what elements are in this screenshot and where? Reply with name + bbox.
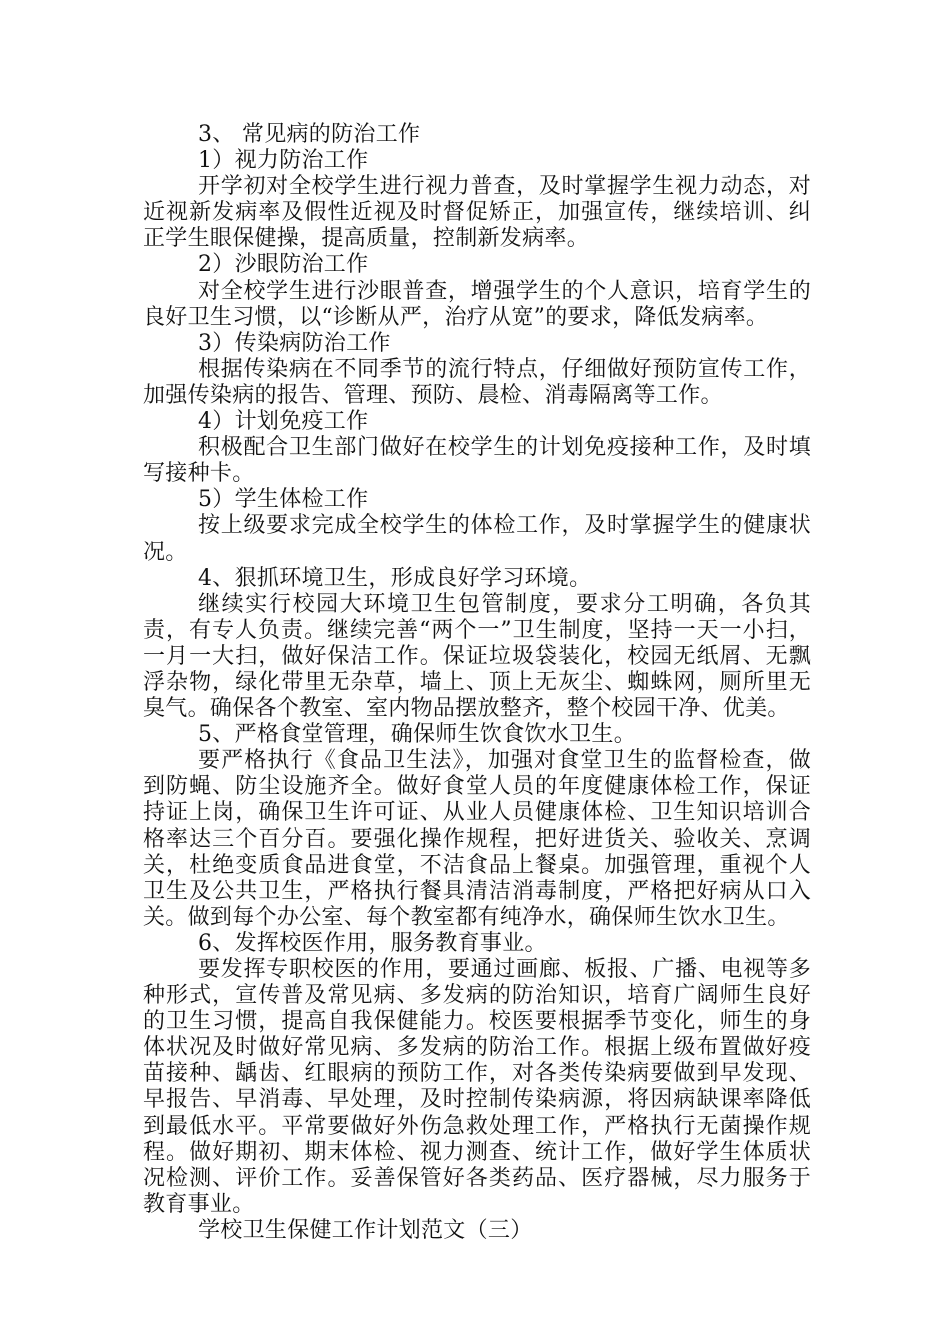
heading-sample-three: 学校卫生保健工作计划范文（三）	[198, 1217, 533, 1243]
paragraph-trachoma: 对全校学生进行沙眼普查，增强学生的个人意识，培育学生的良好卫生习惯，以“诊断从严，治疗从宽”的要求，降低发病率。	[143, 278, 811, 330]
heading-school-doctor: 6、发挥校医作用，服务教育事业。	[198, 930, 547, 956]
heading-environment: 4、狠抓环境卫生，形成良好学习环境。	[198, 565, 592, 591]
paragraph-vision: 开学初对全校学生进行视力普查，及时掌握学生视力动态，对近视新发病率及假性近视及时督促矫正，加强宣传，继续培训、纠正学生眼保健操，提高质量，控制新发病率。	[143, 174, 811, 252]
paragraph-canteen: 要严格执行《食品卫生法》，加强对食堂卫生的监督检查，做到防蝇、防尘设施齐全。做好食堂人员的年度健康体检工作，保证持证上岗，确保卫生许可证、从业人员健康体检、卫生知识培训合格率达三个百分百。要强化操作规程，把好进货关、验收关、烹调关，杜绝变质食品进食堂，不洁食品上餐桌。加强管理，重视个人卫生及公共卫生，严格执行餐具清洁消毒制度，严格把好病从口入关。做到每个办公室、每个教室都有纯净水，确保师生饮水卫生。	[143, 748, 811, 930]
paragraph-environment: 继续实行校园大环境卫生包管制度，要求分工明确，各负其责，有专人负责。继续完善“两个一”卫生制度，坚持一天一小扫，一月一大扫，做好保洁工作。保证垃圾袋装化，校园无纸屑、无飘浮杂物，绿化带里无杂草，墙上、顶上无灰尘、蜘蛛网，厕所里无臭气。确保各个教室、室内物品摆放整齐，整个校园干净、优美。	[143, 591, 811, 722]
paragraph-school-doctor: 要发挥专职校医的作用，要通过画廊、板报、广播、电视等多种形式，宣传普及常见病、多发病的防治知识，培育广阔师生良好的卫生习惯，提高自我保健能力。校医要根据季节变化，师生的身体状况及时做好常见病、多发病的防治工作。根据上级布置做好疫苗接种、龋齿、红眼病的预防工作，对各类传染病要做到早发现、早报告、早消毒、早处理，及时控制传染病源，将因病缺课率降低到最低水平。平常要做好外伤急救处理工作，严格执行无菌操作规程。做好期初、期末体检、视力测查、统计工作，做好学生体质状况检测、评价工作。妥善保管好各类药品、医疗器械，尽力服务于教育事业。	[143, 957, 811, 1217]
subheading-vision: 1）视力防治工作	[198, 148, 369, 174]
subheading-immunization: 4）计划免疫工作	[198, 409, 369, 435]
document-body	[143, 122, 811, 1244]
subheading-trachoma: 2）沙眼防治工作	[198, 252, 369, 278]
subheading-checkup: 5）学生体检工作	[198, 487, 369, 513]
heading-common-diseases: 3、 常见病的防治工作	[198, 122, 421, 147]
paragraph-checkup: 按上级要求完成全校学生的体检工作，及时掌握学生的健康状况。	[143, 513, 811, 565]
paragraph-infectious: 根据传染病在不同季节的流行特点，仔细做好预防宣传工作，加强传染病的报告、管理、预防、晨检、消毒隔离等工作。	[143, 356, 811, 408]
heading-canteen: 5、严格食堂管理，确保师生饮食饮水卫生。	[198, 722, 636, 748]
paragraph-immunization: 积极配合卫生部门做好在校学生的计划免疫接种工作，及时填写接种卡。	[143, 435, 811, 487]
subheading-infectious: 3）传染病防治工作	[198, 330, 391, 356]
